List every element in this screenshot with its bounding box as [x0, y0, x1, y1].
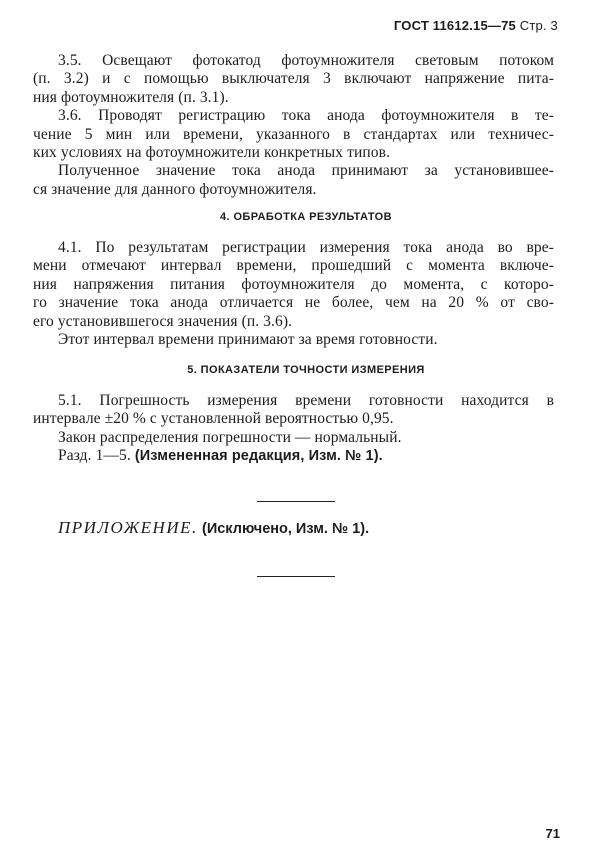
- appendix-title: ПРИЛОЖЕНИЕ.: [58, 518, 198, 537]
- section-5-heading: 5. ПОКАЗАТЕЛИ ТОЧНОСТИ ИЗМЕРЕНИЯ: [187, 364, 425, 376]
- paragraph-5-revision: [58, 447, 554, 465]
- text-line: Полученное значение тока анода принимают за установившее-: [58, 162, 554, 180]
- section-5-body: [33, 392, 554, 466]
- divider-rule-bottom: [257, 576, 335, 577]
- text-line: Этот интервал времени принимают за время готовности.: [58, 331, 438, 349]
- page-label: Стр. 3: [519, 18, 558, 33]
- text-line: 3.6. Проводят регистрацию тока анода фотоумножителя в те-: [58, 107, 554, 125]
- section-4-heading: 4. ОБРАБОТКА РЕЗУЛЬТАТОВ: [220, 211, 392, 223]
- paragraph-3-note: [33, 162, 554, 199]
- paragraph-5-law: [58, 429, 554, 447]
- appendix-note: (Исключено, Изм. № 1).: [201, 521, 370, 537]
- paragraph-5-1: [33, 392, 554, 429]
- text-line: 4.1. По результатам регистрации измерения тока анода во вре-: [58, 239, 554, 256]
- standard-number: ГОСТ 11612.15—75: [393, 18, 516, 33]
- paragraph-3-6: [33, 107, 554, 162]
- text-line: ся значение для данного фотоумножителя.: [33, 180, 317, 198]
- text-line: ких условиях на фотоумножители конкретных типов.: [33, 144, 391, 162]
- text-line: Закон распределения погрешности — нормальный.: [58, 428, 402, 446]
- section-4-body: [33, 239, 554, 349]
- appendix-line: [58, 518, 369, 538]
- text-line: его установившегося значения (п. 3.6).: [33, 312, 293, 330]
- text-line: мени отмечают интервал времени, прошедший с момента включе-: [33, 257, 554, 275]
- page-header: [394, 18, 558, 33]
- divider-rule-top: [257, 501, 335, 502]
- paragraph-4-1: [33, 239, 554, 331]
- paragraph-3-5: [33, 52, 554, 107]
- text-line: интервале ±20 % с установленной вероятностью 0,95.: [33, 410, 394, 428]
- page-number: 71: [545, 826, 560, 841]
- section-3-body: [33, 52, 554, 199]
- text-line: 3.5. Освещают фотокатод фотоумножителя световым потоком: [58, 52, 554, 69]
- text-line: ния напряжения питания фотоумножителя до момента, с которо-: [33, 275, 554, 293]
- text-line: чение 5 мин или времени, указанного в стандартах или техничес-: [33, 125, 554, 143]
- revision-prefix: Разд. 1—5.: [58, 447, 135, 465]
- text-line: го значение тока анода отличается не более, чем на 20 % от сво-: [33, 294, 554, 312]
- revision-note: (Измененная редакция, Изм. № 1).: [134, 448, 383, 465]
- text-line: 5.1. Погрешность измерения времени готовности находится в: [58, 392, 554, 409]
- paragraph-4-note: [58, 331, 554, 349]
- text-line: (п. 3.2) и с помощью выключателя 3 включают напряжение пита-: [33, 70, 554, 88]
- text-line: ния фотоумножителя (п. 3.1).: [33, 88, 229, 106]
